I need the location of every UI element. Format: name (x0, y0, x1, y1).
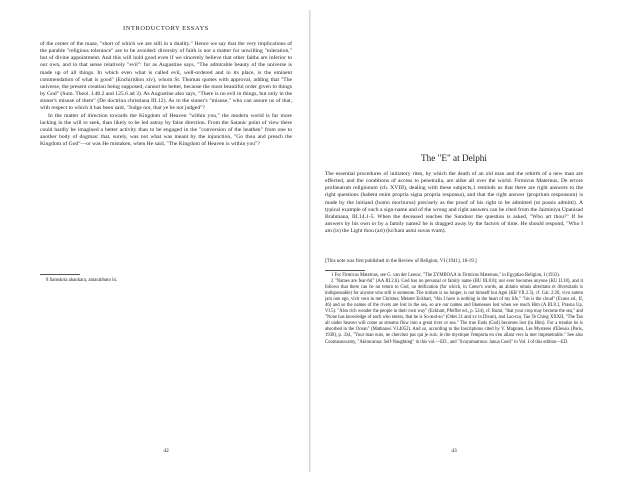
right-footnotes (325, 273, 583, 346)
source-note: [This note was first published in the Review of Religion, VI (1941), 18-19.] (325, 259, 477, 264)
paragraph: of the center of the maze, "short of which we are still in a duality." Hence we say that the very implications of the parable "religious tolerance" are to be avoided: diversity of faith is not a matter for unwilling "toleration," but of divine appointment. And this will hold good even if we sincerely believe that other faiths are inferior to our own, and in that sense relatively "evil": for as Augustine says, "The admirable beauty of the universe is made up of all things. In which even what is called evil, well-ordered and in its place, is the eminent commendation of what is good" (Enchiridion xiv), whom St. Thomas quotes with approval, adding that "The universe, the present creation being supposed, cannot be better, because the most beautiful order given to things by God" (Sum. Theol. I.48.2 and 125.6 ad 3). As Augustine also says, "There is no evil in things, but only in the sinner's misuse of them" (De doctrina christiana III.12). As to the sinner's "misuse," who can assure us of that, with respect to which it has been said, "Judge not, that ye be not judged"? (40, 41, 292, 112)
footnote-rule (325, 270, 365, 271)
left-footnotes (40, 278, 292, 284)
page-number: 42 (163, 448, 169, 454)
left-page (40, 0, 292, 480)
running-head: INTRODUCTORY ESSAYS (123, 25, 209, 32)
paragraph: In the matter of direction towards the Kingdom of Heaven "within you," the modern world is far more lacking in the will to seek, than likely to be led astray by false direction. From the Satanic point of view there could hardly be imagined a better activity than to be engaged in the "conversion of the heathen" from one to another body of dogmas: that, surely, was not what was meant by the injunction, "Go thou and preach the Kingdom of God"—or was He mistaken, when He said, "The Kingdom of Heaven is within you"? (40, 112, 292, 148)
left-body-text (40, 41, 292, 148)
page-number: 43 (451, 448, 457, 454)
book-gutter (309, 10, 311, 472)
right-body-text (325, 171, 583, 235)
chapter-title: The "E" at Delphi (421, 153, 487, 163)
footnote: 1 For Firmicus Maternus, see G. van der Leeuw, "The ΣΥΜΒΟΛΑ in Firmicus Maternus," in Egyptian Religion, I (1933). (331, 273, 560, 278)
footnote: 2 "Names are fear-ful" (AA III.2.6). God has no personal or family name (BU III.8.8); nor ever becomes anyone (KU II.18), and it follows that there can be no return to God, no deification (for which, in Coeur's words, an ablatio omnis alteritatis et diversitatis is indispensable) for anyone who still is someone. The initiate is no longer, is not himself but Agni (KB VII.2.3), cf. Gal. 2:20, vivo autem jam non ego, vivit vero in me Christus; Meister Eckhart, "this I have is nothing in the heart of my life," "his is the cloud" (Evans ed., II, 46) and so the names of the rivers are lost in the sea, so are our names and likenesses lost when we reach Him (A III.8.1, Prasna Up. VI.5). "Also rich wonder the people in their own way" (Eckhart, Pfeiffer ed., p. 524), cf. Rumi, "that your crop may become the sea," and "None has knowledge of each who enters, that he is So-and-so" (Odes 21 and xv in Divan), and Lao-tzu, Tao Te Ching XXXII, "The Tao all under heaven will come as streams flow into a great river or sea." The true Ends (God) becomes lost (in Him). For a treatise he is absorbed in the Ocean" (Mathnawi VI.4052). And so, according to the Inscriptions cited by V. Magnien, Les Mysteres d'Eleusis (Paris, 1938), p. 334, "Your man ours, ne cherchez pas qui je suis: le rite mystique l'emporta en s'en allant vers la mer impenetrable." See also Coomaraswamy, "Akimcanna: Self-Naughting" in this vol.—ED., and "Svayamatrnna: Janua Coeli" in Vol. I of this edition—ED. (325, 279, 583, 345)
footnote-rule (40, 274, 80, 275)
right-page (325, 0, 583, 480)
footnote: 8 Samskrta ahankara, antarabhuto hi. (46, 278, 118, 283)
paragraph: The essential procedures of initiatory rites, by which the death of an old man and the rebirth of a new man are effected, and the conditions of access to penetralia, are alike all over the world. Firmicus Maternus, De errore profanarum religionum (ch. XVIII), dealing with these subjects,1 reminds us that there are right answers to the right questions (habent enim propria signa propria responsa), and that the right answer (proprium responsum) is made by the initiand (homo moriturus) precisely as the proof of his right to be admitted (ut possis admitti). A typical example of such a sign-name and of the wrong and right answers can be cited from the Jaiminiya Upanisad Brahmana, III.14.1-5. When the deceased reaches the Sundoor the question is asked, "Who art thou?" If he answers by his own or by a family name2 he is dragged away by the factors of time. He should respond, "Who I am (is) the Light thou (art) (ko'ham asmi suvas tvam). (325, 171, 583, 235)
